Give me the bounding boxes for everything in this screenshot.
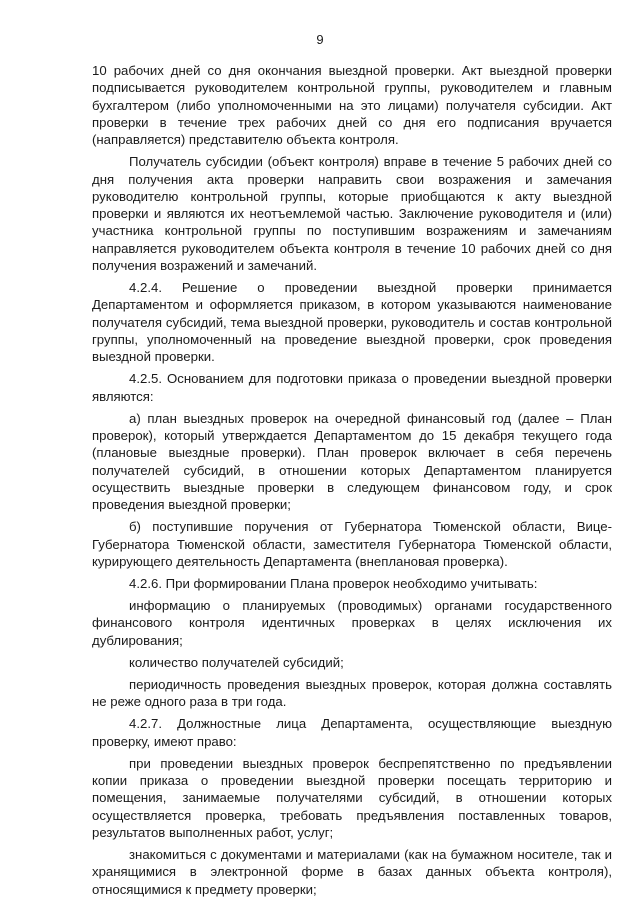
paragraph-planned-checks-info: информацию о планируемых (проводимых) органами государственного финансового контроля идентичных проверках в целях исключения их дублирования; [92,598,612,648]
paragraph-4-2-5: 4.2.5. Основанием для подготовки приказа о проведении выездной проверки являются: [92,371,612,404]
page-number: 9 [316,32,324,47]
paragraph-4-2-7: 4.2.7. Должностные лица Департамента, осуществляющие выездную проверку, имеют право: [92,716,612,749]
paragraph-item-b: б) поступившие поручения от Губернатора Тюменской области, Вице-Губернатора Тюменской области, заместителя Губернатора Тюменской области, курирующего деятельность Департамента (внеплановая проверка). [92,519,612,569]
paragraph-4-2-4: 4.2.4. Решение о проведении выездной проверки принимается Департаментом и оформляется приказом, в котором указываются наименование получателя субсидий, тема выездной проверки, руководитель и состав контрольной группы, уполномоченный на проведение выездной проверки, срок проведения выездной проверки. [92,280,612,365]
paragraph-4-2-6: 4.2.6. При формировании Плана проверок необходимо учитывать: [129,576,538,592]
paragraph-recipients-count: количество получателей субсидий; [129,654,344,670]
paragraph-objections: Получатель субсидии (объект контроля) вправе в течение 5 рабочих дней со дня получения акта проверки направить свои возражения и замечания руководителю контрольной группы, которые приобщаются к акту выездной проверки и являются их неотъемлемой частью. Заключение руководителя и (или) участника контрольной группы по поступившим возражениям и замечаниям направляется руководителем объекта контроля в течение 10 рабочих дней со дня получения возражений и замечаний. [92,154,612,274]
paragraph-item-a: а) план выездных проверок на очередной финансовый год (далее – План проверок), который утверждается Департаментом до 15 декабря текущего года (плановые выездные проверки). План проверок включает в себя перечень получателей субсидий, в отношении которых Департаментом планируется осуществить выездные проверки в следующем финансовом году, и срок проведения выездной проверки; [92,410,612,513]
paragraph-right-access: при проведении выездных проверок беспрепятственно по предъявлении копии приказа о проведении выездной проверки посещать территорию и помещения, занимаемые получателями субсидий, в отношении которых осуществляется проверка, требовать предъявления поставленных товаров, результатов выполненных работ, услуг; [92,755,612,840]
paragraph-act-signing: 10 рабочих дней со дня окончания выездной проверки. Акт выездной проверки подписывается руководителем контрольной группы, руководителем и главным бухгалтером (либо уполномоченными на это лицами) получателя субсидии. Акт проверки в течение трех рабочих дней со дня его подписания вручается (направляется) представителю объекта контроля. [92,63,612,148]
document-body [92,62,612,903]
paragraph-periodicity: периодичность проведения выездных проверок, которая должна составлять не реже одного раза в три года. [92,676,612,710]
paragraph-right-documents: знакомиться с документами и материалами (как на бумажном носителе, так и хранящимися в электронной форме в базах данных объекта контроля), относящимися к предмету проверки; [92,847,612,897]
